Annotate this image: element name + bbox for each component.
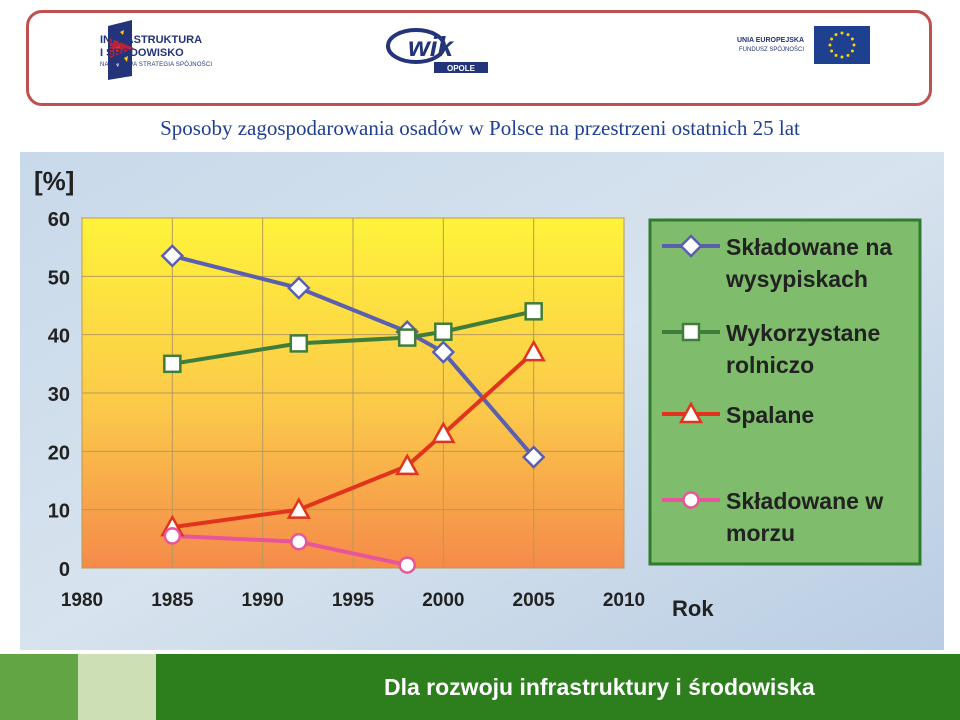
data-point-square	[435, 324, 451, 340]
x-tick-label: 2000	[422, 590, 465, 611]
wik-opole-logo	[386, 22, 496, 74]
data-point-circle	[165, 528, 180, 543]
data-point-square	[526, 303, 542, 319]
y-axis-label: [%]	[34, 166, 75, 196]
x-tick-label: 2005	[512, 590, 555, 611]
footer-strip-pale	[78, 654, 156, 720]
data-point-square	[164, 356, 180, 372]
x-tick-label: 1980	[60, 590, 104, 611]
legend-marker-square	[683, 324, 699, 340]
legend-label: morzu	[726, 520, 795, 546]
logo-line2: I ŚRODOWISKO	[100, 47, 184, 59]
eu-flag-icon	[814, 26, 870, 64]
eu-logo	[728, 26, 878, 70]
data-point-circle	[291, 534, 306, 549]
legend-marker-circle	[684, 493, 699, 508]
data-point-circle	[400, 558, 415, 573]
x-tick-label: 1985	[151, 590, 194, 611]
legend-label: Wykorzystane	[726, 320, 881, 346]
footer-slogan: Dla rozwoju infrastruktury i środowiska	[384, 674, 815, 700]
y-tick-label: 50	[47, 267, 70, 290]
legend-label: Spalane	[726, 402, 815, 428]
x-tick-label: 1990	[241, 590, 284, 611]
y-tick-label: 30	[47, 384, 70, 406]
legend-label: rolniczo	[726, 352, 815, 378]
y-tick-label: 60	[47, 209, 70, 231]
x-tick-label: 1995	[331, 590, 375, 611]
data-point-square	[291, 335, 307, 351]
footer-bar	[0, 654, 960, 720]
logo-line1: INFRASTRUKTURA	[100, 34, 203, 46]
legend-label: Składowane w	[726, 488, 884, 514]
y-tick-label: 40	[47, 325, 70, 348]
sludge-management-chart	[20, 152, 944, 650]
logo-line3: NARODOWA STRATEGIA SPÓJNOŚCI	[100, 62, 213, 68]
wik-wordmark: wik	[408, 31, 454, 62]
x-tick-label: 2010	[602, 590, 646, 611]
eu-line2: FUNDUSZ SPÓJNOŚCI	[738, 47, 804, 53]
x-axis-label: Rok	[672, 596, 714, 621]
eu-line1: UNIA EUROPEJSKA	[736, 37, 804, 44]
y-tick-label: 10	[47, 500, 70, 523]
wik-city: OPOLE	[446, 64, 476, 73]
slide-title: Sposoby zagospodarowania osadów w Polsce na przestrzeni ostatnich 25 lat	[160, 116, 800, 140]
y-tick-label: 0	[58, 559, 70, 581]
footer-strip-light	[0, 654, 78, 720]
legend-label: wysypiskach	[726, 266, 868, 292]
infrastruktura-logo-text	[100, 34, 212, 70]
y-tick-label: 20	[47, 442, 70, 465]
data-point-square	[399, 330, 415, 346]
legend-label: Składowane na	[726, 234, 893, 260]
